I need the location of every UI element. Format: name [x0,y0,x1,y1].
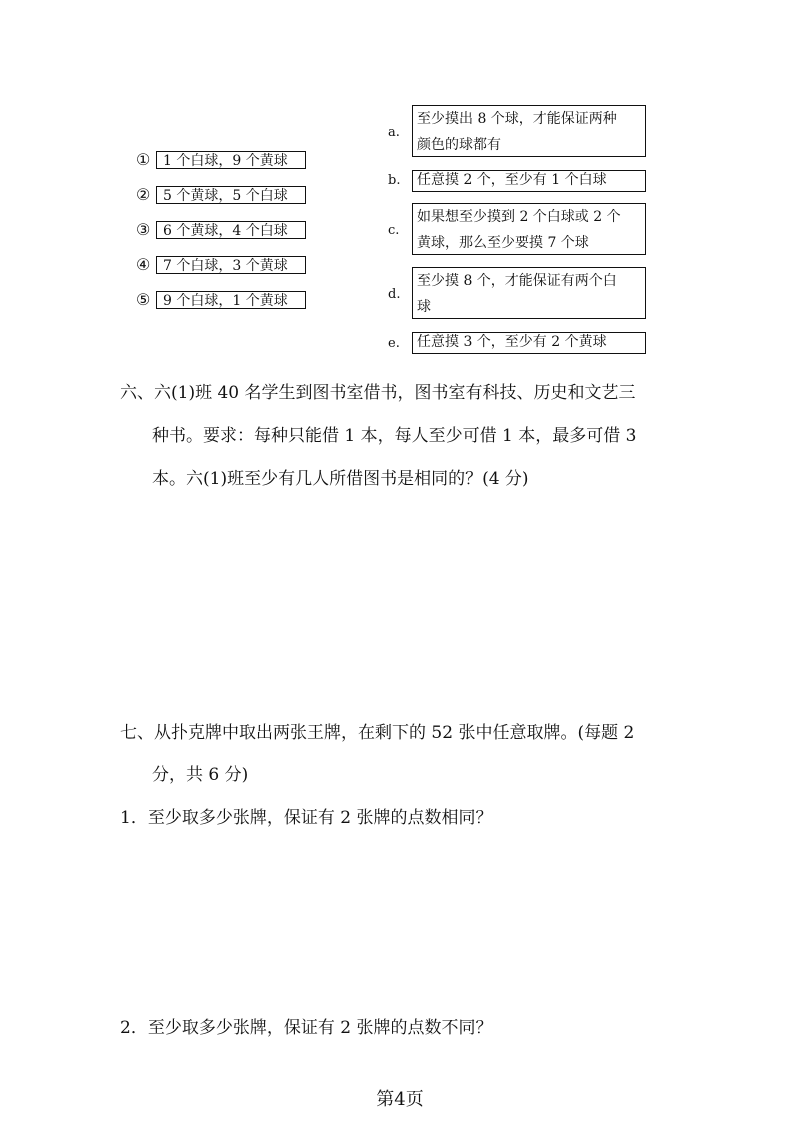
item-number: ④ [136,255,151,274]
option-line: 球 [417,299,431,315]
page-number: 第4页 [376,1089,424,1110]
item-number: ② [136,185,151,204]
left-item-5 [136,290,306,310]
left-item-2 [136,185,306,205]
option-box-b [412,170,646,192]
option-line: 任意摸 3 个，至少有 2 个黄球 [417,334,607,350]
item-box: 9 个白球，1 个黄球 [156,291,306,309]
question-7-line-1: 七、从扑克牌中取出两张王牌，在剩下的 52 张中任意取牌。(每题 2 [120,723,635,743]
question-6-line-2: 种书。要求：每种只能借 1 本，每人至少可借 1 本，最多可借 3 [152,426,637,446]
item-box: 6 个黄球，4 个白球 [156,221,306,239]
left-item-4 [136,255,306,275]
question-6-line-1: 六、六(1)班 40 名学生到图书室借书，图书室有科技、历史和文艺三 [120,383,636,403]
item-box: 1 个白球，9 个黄球 [156,151,306,169]
option-line: 黄球，那么至少要摸 7 个球 [417,235,589,251]
option-line: 至少摸出 8 个球，才能保证两种 [417,111,617,127]
item-box: 7 个白球，3 个黄球 [156,256,306,274]
option-letter-b: b. [388,173,401,188]
question-7-sub-2: 2．至少取多少张牌，保证有 2 张牌的点数不同？ [120,1018,493,1038]
option-line: 如果想至少摸到 2 个白球或 2 个 [417,209,621,225]
item-number: ⑤ [136,290,151,309]
option-letter-d: d. [388,287,401,302]
option-line: 至少摸 8 个，才能保证有两个白 [417,273,617,289]
option-box-c [412,203,646,255]
item-number: ① [136,150,151,169]
item-number: ③ [136,220,151,239]
option-letter-a: a. [388,125,400,140]
item-box: 5 个黄球，5 个白球 [156,186,306,204]
question-7-line-2: 分，共 6 分) [152,765,249,785]
question-7-sub-1: 1．至少取多少张牌，保证有 2 张牌的点数相同？ [120,808,493,828]
left-item-3 [136,220,306,240]
left-item-1 [136,150,306,170]
option-line: 颜色的球都有 [417,137,501,153]
option-box-e [412,332,646,354]
question-6-line-3: 本。六(1)班至少有几人所借图书是相同的？(4 分) [152,469,529,489]
option-box-d [412,267,646,319]
option-letter-c: c. [388,223,400,238]
option-box-a [412,105,646,157]
option-letter-e: e. [388,336,400,351]
option-line: 任意摸 2 个，至少有 1 个白球 [417,172,607,188]
